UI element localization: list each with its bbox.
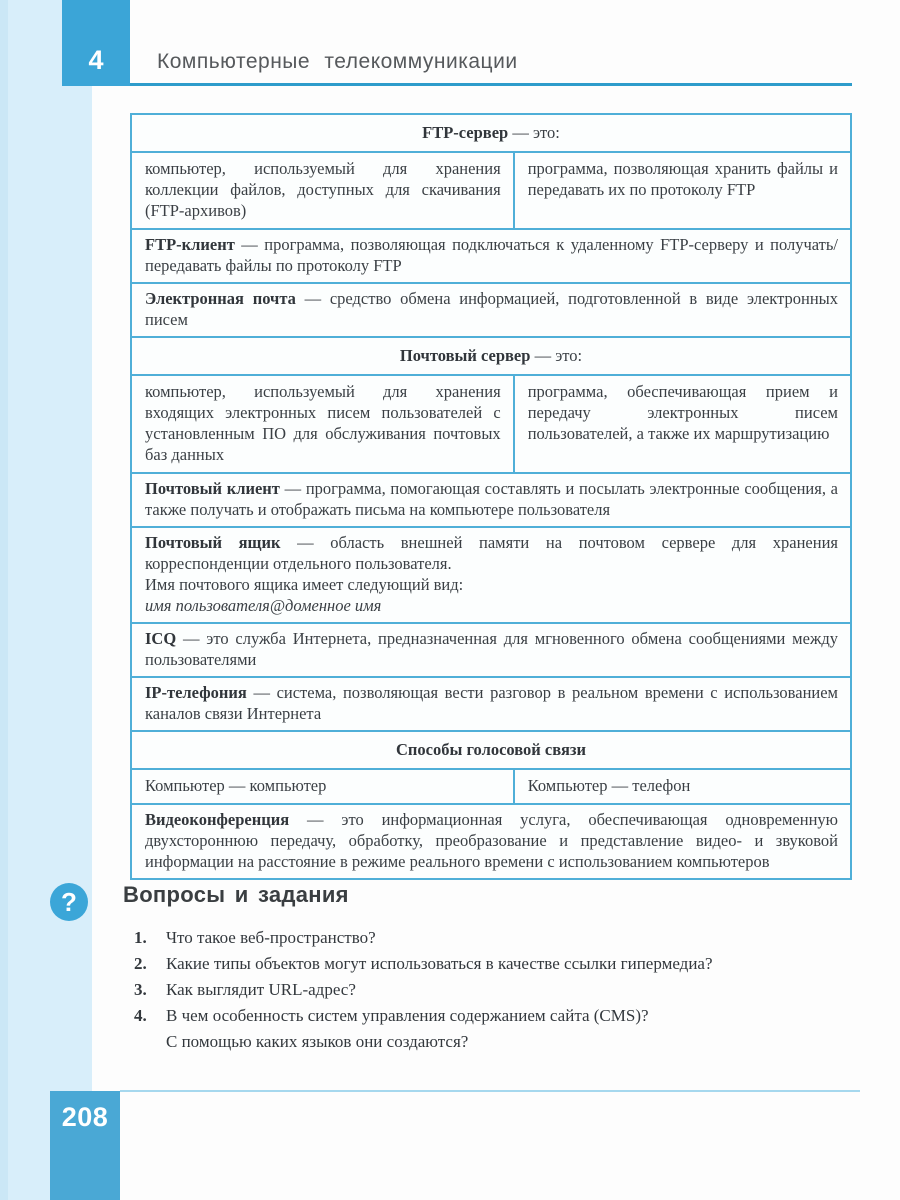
term: Почтовый клиент — [145, 479, 280, 498]
table-row-ftp-server-header — [132, 115, 850, 151]
chapter-number-tab — [62, 0, 130, 86]
chapter-title: Компьютерные телекоммуникации — [157, 50, 518, 73]
question-number: 1. — [134, 928, 147, 947]
question-item — [134, 977, 833, 1003]
definition-line — [145, 532, 838, 574]
table-row-ftp-client — [132, 228, 850, 282]
term: FTP-сервер — [422, 123, 509, 142]
definition-text: — это служба Интернета, предназначенная для мгновенного обмена сообщениями между пользователями — [145, 629, 838, 669]
definition-text: — это информационная услуга, обеспечивающая одновременную двухстороннюю передачу, обработку, преобразование и представление видео- и звуковой информации на расстояние в режиме реального времени с использованием компьютеров — [145, 810, 838, 871]
question-text: Какие типы объектов могут использоваться в качестве ссылки гипермедиа? — [166, 954, 713, 973]
chapter-number: 4 — [88, 45, 104, 75]
table-cell: компьютер, используемый для хранения коллекции файлов, доступных для скачивания (FTP-архивов) — [132, 153, 515, 228]
table-cell: программа, позволяющая хранить файлы и передавать их по протоколу FTP — [527, 159, 838, 199]
table-row-mail-server-definitions — [132, 374, 850, 472]
table-row-voice-methods — [132, 768, 850, 803]
term: Почтовый ящик — [145, 533, 281, 552]
page-number-tab — [50, 1091, 120, 1200]
definition-line: Имя почтового ящика имеет следующий вид: — [145, 575, 464, 594]
question-text: Что такое веб-пространство? — [166, 928, 376, 947]
questions-list — [134, 925, 833, 1055]
definition-text: — программа, позволяющая подключаться к удаленному FTP-серверу и получать/передавать файлы по протоколу FTP — [145, 235, 838, 275]
table-cell: Компьютер — компьютер — [132, 770, 515, 803]
table-row-ftp-server-definitions — [132, 151, 850, 228]
question-text-line: С помощью каких языков они создаются? — [166, 1032, 469, 1051]
table-cell: программа, обеспечивающая прием и передачу электронных писем пользователей, а также их маршрутизацию — [527, 382, 838, 443]
definition-text: — это: — [508, 123, 560, 142]
term: IP-телефония — [145, 683, 247, 702]
term: Способы голосовой связи — [395, 740, 587, 759]
question-item — [134, 1003, 833, 1055]
term: Электронная почта — [145, 289, 296, 308]
table-row-mail-client — [132, 472, 850, 526]
term: ICQ — [145, 629, 177, 648]
definitions-table — [130, 113, 852, 880]
term: Почтовый сервер — [399, 346, 531, 365]
definition-text: — средство обмена информацией, подготовленной в виде электронных писем — [145, 289, 838, 329]
question-item — [134, 951, 833, 977]
table-row-email — [132, 282, 850, 336]
table-row-mailbox — [132, 526, 850, 622]
table-cell: компьютер, используемый для хранения входящих электронных писем пользователей с установленным ПО для обслуживания почтовых баз данных — [132, 376, 515, 472]
term: Видеоконференция — [145, 810, 290, 829]
question-number: 4. — [134, 1006, 147, 1025]
question-mark-icon — [50, 883, 88, 921]
table-row-ip-telephony — [132, 676, 850, 730]
mailbox-name-format: имя пользователя@доменное имя — [145, 596, 382, 615]
table-cell: Компьютер — телефон — [527, 776, 691, 795]
question-number: 2. — [134, 954, 147, 973]
definition-text: — система, позволяющая вести разговор в реальном времени с использованием каналов связи Интернета — [145, 683, 838, 723]
table-row-voice-methods-header — [132, 730, 850, 768]
page-number: 208 — [61, 1102, 109, 1132]
question-item — [134, 925, 833, 951]
definition-text: — область внешней памяти на почтовом сервере для хранения корреспонденции отдельного пользователя. — [145, 533, 838, 573]
definition-text: — программа, помогающая составлять и посылать электронные сообщения, а также получать и отображать письма на компьютере пользователя — [145, 479, 838, 519]
question-mark-glyph: ? — [61, 887, 77, 917]
left-margin-strip — [0, 0, 92, 1200]
term: FTP-клиент — [145, 235, 235, 254]
questions-title: Вопросы и задания — [123, 882, 349, 907]
question-text-line: В чем особенность систем управления содержанием сайта (CMS)? — [166, 1006, 649, 1025]
footer-rule — [120, 1090, 860, 1092]
question-text — [166, 1003, 833, 1055]
table-row-videoconference — [132, 803, 850, 878]
question-number: 3. — [134, 980, 147, 999]
question-text: Как выглядит URL-адрес? — [166, 980, 356, 999]
table-row-icq — [132, 622, 850, 676]
definition-text: — это: — [530, 346, 583, 365]
chapter-title-underline — [130, 83, 852, 86]
left-margin-edge — [0, 0, 8, 1200]
table-row-mail-server-header — [132, 336, 850, 374]
